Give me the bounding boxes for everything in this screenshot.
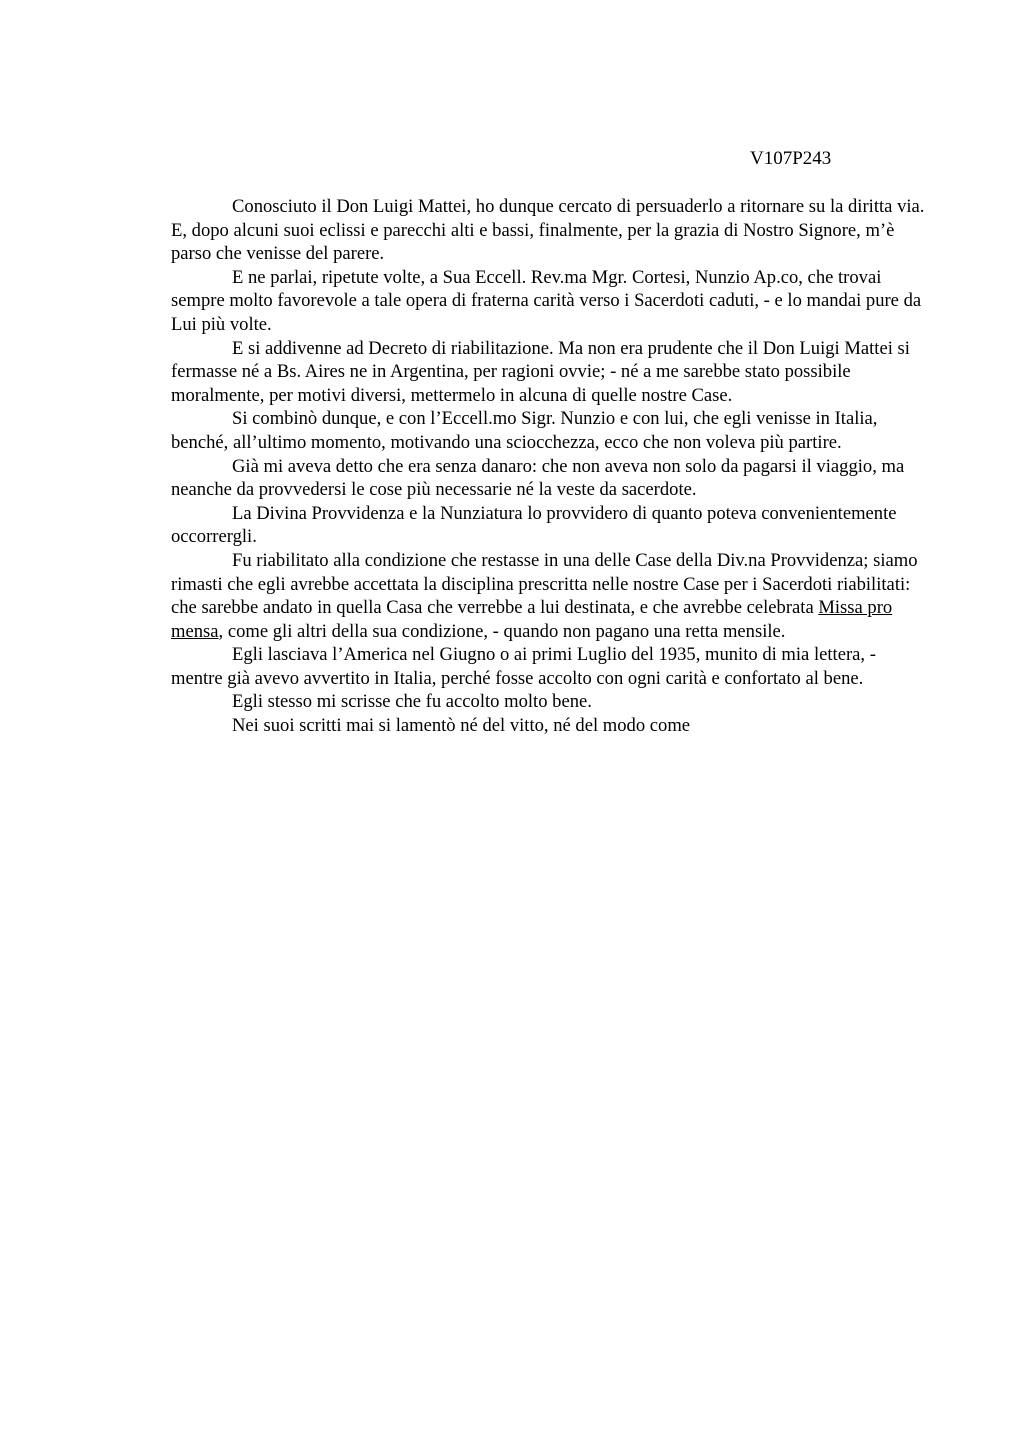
paragraph-text-segment: Fu riabilitato alla condizione che restasse in una delle Case della Div.na Provvidenza; siamo rimasti che egli avrebbe accettata la disciplina prescritta nelle nostre Case per i Sacerdoti riabilitati: che sarebbe andato in quella Casa che verrebbe a lui destinata, e che avrebbe celebrata <box>171 549 918 619</box>
paragraph: Conosciuto il Don Luigi Mattei, ho dunque cercato di persuaderlo a ritornare su la diritta via. E, dopo alcuni suoi eclissi e parecchi alti e bassi, finalmente, per la grazia di Nostro Signore, m’è parso che venisse del parere. <box>171 196 925 265</box>
paragraph: E ne parlai, ripetute volte, a Sua Eccell. Rev.ma Mgr. Cortesi, Nunzio Ap.co, che trovai sempre molto favorevole a tale opera di fraterna carità verso i Sacerdoti caduti, - e lo mandai pure da Lui più volte. <box>171 266 922 335</box>
paragraph: Nei suoi scritti mai si lamentò né del vitto, né del modo come <box>232 715 691 737</box>
paragraph: Già mi aveva detto che era senza danaro: che non aveva non solo da pagarsi il viaggio, ma neanche da provvedersi le cose più necessarie né la veste da sacerdote. <box>171 455 905 501</box>
paragraph: Egli stesso mi scrisse che fu accolto molto bene. <box>232 691 592 713</box>
paragraph <box>171 549 931 643</box>
paragraph-text-segment: , come gli altri della sua condizione, - quando non pagano una retta mensile. <box>218 620 786 642</box>
paragraph: Egli lasciava l’America nel Giugno o ai primi Luglio del 1935, munito di mia lettera, - mentre già avevo avvertito in Italia, perché fosse accolto con ogni carità e confortato al bene. <box>171 644 876 689</box>
underlined-phrase: Missa pro mensa <box>171 597 893 642</box>
letter-body <box>171 195 931 738</box>
page-identifier: V107P243 <box>750 148 832 169</box>
paragraph: Si combinò dunque, e con l’Eccell.mo Sigr. Nunzio e con lui, che egli venisse in Italia, benché, all’ultimo momento, motivando una sciocchezza, ecco che non voleva più partire. <box>171 408 878 453</box>
paragraph: E si addivenne ad Decreto di riabilitazione. Ma non era prudente che il Don Luigi Mattei si fermasse né a Bs. Aires ne in Argentina, per ragioni ovvie; - né a me sarebbe stato possibile moralmente, per motivi diversi, mettermelo in alcuna di quelle nostre Case. <box>171 337 910 406</box>
paragraph: La Divina Provvidenza e la Nunziatura lo provvidero di quanto poteva convenientemente occorrergli. <box>171 502 897 548</box>
